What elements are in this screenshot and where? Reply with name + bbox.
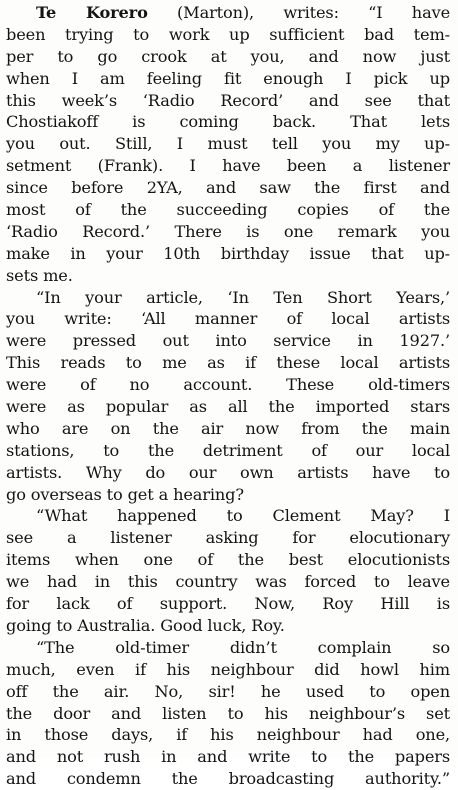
text-line: the door and listen to his neighbour’s set: [6, 703, 450, 723]
text-line: stations, to the detriment of our local: [6, 440, 450, 460]
text-line: see a listener asking for elocutionary: [6, 528, 450, 548]
text-line: for lack of support. Now, Roy Hill is: [6, 594, 450, 614]
text-line: were pressed out into service in 1927.’: [6, 331, 450, 351]
text-line: ‘Radio Record.’ There is one remark you: [6, 221, 450, 241]
text-line: make in your 10th birthday issue that up-: [6, 243, 450, 263]
text-line: “What happened to Clement May? I: [36, 506, 450, 526]
text-line: were of no account. These old-timers: [6, 375, 450, 395]
text-line: since before 2YA, and saw the first and: [6, 178, 450, 198]
paragraph-letter-intro: [6, 2, 450, 287]
paragraph-old-timer: [6, 637, 450, 790]
text-line: were as popular as all the imported stars: [6, 397, 450, 417]
text-line: when I am feeling fit enough I pick up: [6, 68, 450, 88]
text-line: “In your article, ‘In Ten Short Years,’: [36, 287, 450, 307]
text-line: This reads to me as if these local artists: [6, 353, 450, 373]
text-line: you write: ‘All manner of local artists: [6, 309, 450, 329]
text-line: in those days, if his neighbour had one,: [6, 725, 450, 745]
letter-article: [6, 2, 450, 790]
text-line: Te Korero (Marton), writes: “I have: [36, 3, 451, 22]
text-line: much, even if his neighbour did howl him: [6, 659, 450, 679]
author-byline: Te Korero: [36, 3, 148, 22]
text-line: per to go crook at you, and now just: [6, 46, 450, 66]
text-line: been trying to work up sufficient bad tem-: [6, 24, 450, 44]
text-line: “The old-timer didn’t complain so: [36, 637, 450, 657]
text-line: most of the succeeding copies of the: [6, 200, 450, 220]
text-line: you out. Still, I must tell you my up-: [6, 134, 450, 154]
text-line: sets me.: [6, 265, 73, 285]
text-line: we had in this country was forced to leave: [6, 572, 450, 592]
text-line: who are on the air now from the main: [6, 418, 450, 438]
text-line: artists. Why do our own artists have to: [6, 462, 450, 482]
text-line: items when one of the best elocutionists: [6, 550, 450, 570]
paragraph-ten-short-years: [6, 287, 450, 506]
text-line: and condemn the broadcasting authority.”: [6, 769, 450, 789]
text-line: setment (Frank). I have been a listener: [6, 156, 450, 176]
text-line: and not rush in and write to the papers: [6, 747, 450, 767]
text-line: Chostiakoff is coming back. That lets: [6, 112, 450, 132]
text-line: off the air. No, sir! he used to open: [6, 681, 450, 701]
text-line: going to Australia. Good luck, Roy.: [6, 615, 285, 635]
text-line: go overseas to get a hearing?: [6, 484, 244, 504]
text-line: this week’s ‘Radio Record’ and see that: [6, 90, 450, 110]
paragraph-clement-may: [6, 505, 450, 636]
